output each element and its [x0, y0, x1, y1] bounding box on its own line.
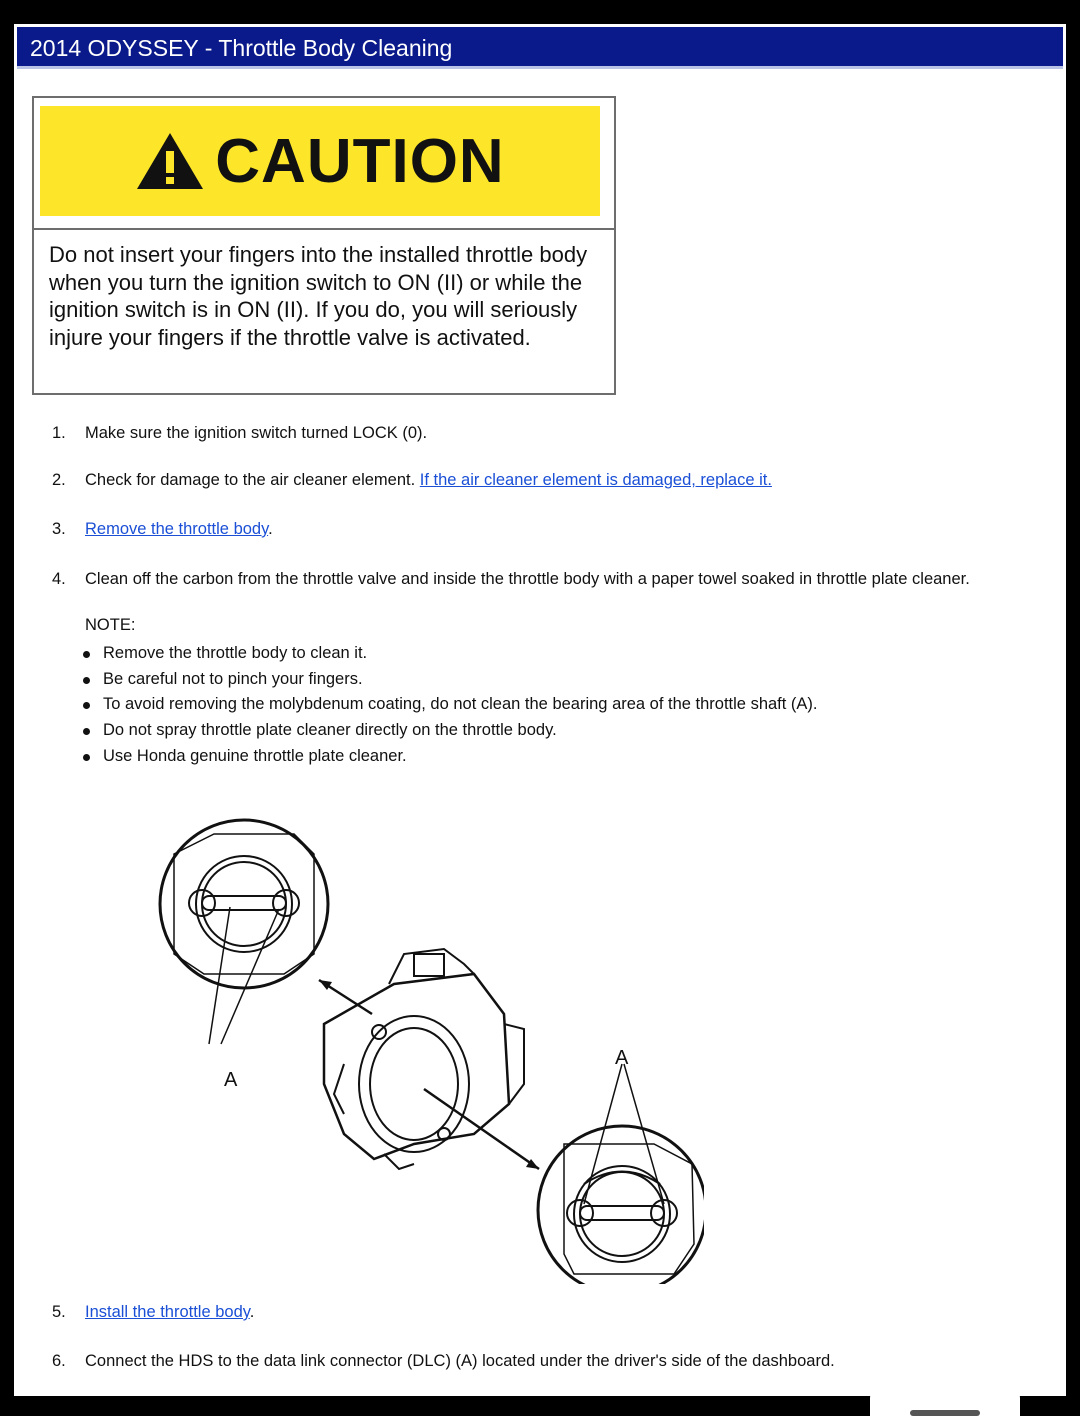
caution-banner — [40, 106, 600, 216]
step-number: 4. — [52, 570, 66, 588]
figure-label-a-left: A — [224, 1069, 238, 1091]
figure-label-a-right: A — [615, 1047, 629, 1069]
warning-triangle-icon — [135, 131, 205, 191]
step-number: 3. — [52, 520, 66, 538]
install-throttle-body-link[interactable]: Install the throttle body — [85, 1303, 250, 1321]
bullet-icon — [83, 677, 90, 684]
note-item: Remove the throttle body to clean it. — [76, 644, 818, 670]
step-number: 1. — [52, 424, 66, 442]
step-number: 6. — [52, 1352, 66, 1370]
bullet-icon — [83, 702, 90, 709]
bullet-icon — [83, 728, 90, 735]
step-number: 5. — [52, 1303, 66, 1321]
step-text: Clean off the carbon from the throttle valve and inside the throttle body with a paper towel soaked in throttle plate cleaner. — [85, 570, 970, 588]
note-item: Do not spray throttle plate cleaner directly on the throttle body. — [76, 721, 818, 747]
step-text-punct: . — [249, 1303, 255, 1321]
replace-air-cleaner-link[interactable]: If the air cleaner element is damaged, replace it. — [419, 471, 772, 489]
step-number: 2. — [52, 471, 66, 489]
note-item: Use Honda genuine throttle plate cleaner. — [76, 747, 818, 773]
note-item: To avoid removing the molybdenum coating, do not clean the bearing area of the throttle shaft (A). — [76, 695, 818, 721]
step-text: Make sure the ignition switch turned LOCK (0). — [85, 424, 428, 442]
caution-divider — [34, 228, 614, 230]
home-indicator[interactable] — [870, 1388, 1020, 1416]
remove-throttle-body-link[interactable]: Remove the throttle body — [85, 520, 269, 538]
document-page — [14, 24, 1066, 1396]
caution-box — [32, 96, 616, 395]
step-text: Connect the HDS to the data link connector (DLC) (A) located under the driver's side of the dashboard. — [85, 1352, 835, 1370]
caution-heading: CAUTION — [215, 126, 505, 196]
step-text: Check for damage to the air cleaner element. — [85, 471, 420, 489]
note-list — [76, 644, 818, 772]
home-indicator-bar[interactable] — [910, 1410, 980, 1416]
bullet-icon — [83, 754, 90, 761]
step-text-punct: . — [268, 520, 273, 538]
throttle-body-diagram — [144, 814, 704, 1284]
page-title: 2014 ODYSSEY - Throttle Body Cleaning — [17, 27, 1063, 69]
caution-text: Do not insert your fingers into the installed throttle body when you turn the ignition switch to ON (II) or while the ignition switch is in ON (II). If you do, you will seriously injure your fingers if the throttle valve is activated. — [49, 242, 588, 350]
note-item: Be careful not to pinch your fingers. — [76, 670, 818, 696]
bullet-icon — [83, 651, 90, 658]
note-label: NOTE: — [85, 616, 136, 634]
